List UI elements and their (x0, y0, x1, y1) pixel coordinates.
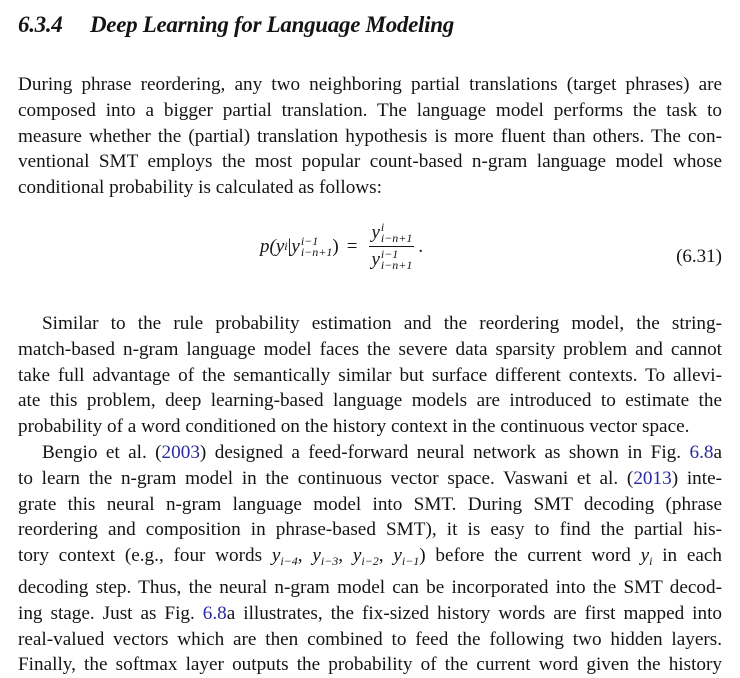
math-y: y (640, 545, 650, 567)
text-line: conditional probability is calculated as follows: (18, 177, 382, 199)
text-line: real-valued vectors which are then combined to feed the following two hidden layers. (18, 628, 722, 650)
text-run: a (713, 441, 722, 463)
section-number: 6.3.4 (18, 12, 63, 37)
text-run: ) inte- (671, 467, 722, 489)
math-y: y (312, 545, 321, 567)
text-line: grate this neural n-gram language model into SMT. During SMT decoding (phrase (18, 493, 722, 515)
eq-den-y: y (371, 249, 380, 270)
eq-p: p( (260, 235, 276, 257)
eq-numerator (369, 222, 414, 244)
math-y: y (393, 545, 402, 567)
eq-y-context: y (291, 235, 300, 257)
text-line: composed into a bigger partial translation. The language model performs the task to (18, 99, 722, 121)
text-run: a illustrates, the fix-sized history words are first mapped into (226, 602, 722, 624)
paragraph-2 (18, 311, 722, 678)
eq-den-indices (381, 249, 413, 271)
text-line: decoding step. Thus, the neural n-gram model can be incorporated into the SMT decod- (18, 576, 722, 598)
eq-fraction (369, 222, 414, 271)
text-line: measure whether the (partial) translation hypothesis is more fluent than others. The con- (18, 125, 722, 147)
eq-num-indices (381, 222, 413, 244)
figure-link-6-8[interactable]: 6.8 (202, 602, 227, 624)
figure-link-6-8[interactable]: 6.8 (689, 441, 714, 463)
text-line: probability of a word conditioned on the history context in the continuous vector space. (18, 416, 690, 438)
section-heading (18, 12, 454, 38)
eq-bar: | (287, 235, 292, 257)
eq-period: . (418, 235, 424, 257)
text-line: ventional SMT employs the most popular count-based n-gram language model whose (18, 151, 722, 173)
text-run: , (297, 545, 313, 567)
eq-den-sup: i−1 (380, 247, 399, 261)
math-y: y (271, 545, 281, 567)
text-line: Finally, the softmax layer outputs the probability of the current word given the history (18, 654, 722, 676)
citation-link-2013[interactable]: 2013 (633, 467, 672, 489)
text-line (18, 440, 722, 466)
text-line (18, 543, 722, 575)
eq-den-sub: i−n+1 (380, 258, 413, 272)
text-line: match-based n-gram language model faces the severe data sparsity problem and cannot (18, 338, 722, 360)
text-run: to learn the n-gram model in the continuous vector space. Vaswani et al. ( (18, 467, 634, 489)
text-run: , (338, 545, 353, 567)
eq-close-paren: ) (332, 235, 339, 257)
text-run: Bengio et al. ( (42, 441, 162, 463)
eq-equals: = (346, 235, 358, 257)
eq-sub-i: i (284, 239, 288, 253)
paragraph-1 (18, 72, 722, 201)
text-run: tory context (e.g., four words (18, 545, 272, 567)
eq-num-sup: i (380, 220, 385, 234)
text-run: ) designed a feed-forward neural network as shown in Fig. (199, 441, 690, 463)
math-sub: i−3 (320, 554, 339, 569)
text-line (18, 601, 722, 627)
text-run: ) before the current word (419, 545, 641, 567)
eq-context-indices (300, 233, 333, 259)
math-sub: i (649, 554, 653, 569)
eq-sup: i−1 (300, 233, 319, 248)
text-run: , (378, 545, 394, 567)
text-line: reordering and composition in phrase-based SMT), it is easy to find the partial his- (18, 519, 722, 541)
math-sub: i−2 (361, 554, 379, 569)
eq-denominator (369, 249, 414, 271)
eq-num-y: y (371, 222, 380, 243)
equation-number: (6.31) (676, 246, 722, 267)
text-line: ate this problem, deep learning-based language models are introduced to estimate the (18, 390, 722, 412)
equation-6-31 (260, 222, 423, 271)
text-line: During phrase reordering, any two neighboring partial translations (target phrases) are (18, 74, 722, 95)
eq-sub: i−n+1 (300, 244, 333, 259)
math-sub: i−1 (401, 554, 420, 569)
text-line: Similar to the rule probability estimation and the reordering model, the string- (42, 313, 722, 334)
text-line: take full advantage of the semantically similar but surface different contexts. To allevi- (18, 364, 722, 386)
text-run: in each (652, 545, 722, 567)
eq-num-sub: i−n+1 (380, 231, 413, 245)
section-title: Deep Learning for Language Modeling (90, 12, 454, 37)
eq-y: y (275, 235, 285, 257)
text-line (18, 466, 722, 492)
math-sub: i−4 (280, 554, 298, 569)
text-run: ing stage. Just as Fig. (18, 602, 203, 624)
math-y: y (352, 545, 362, 567)
citation-link-2003[interactable]: 2003 (161, 441, 200, 463)
